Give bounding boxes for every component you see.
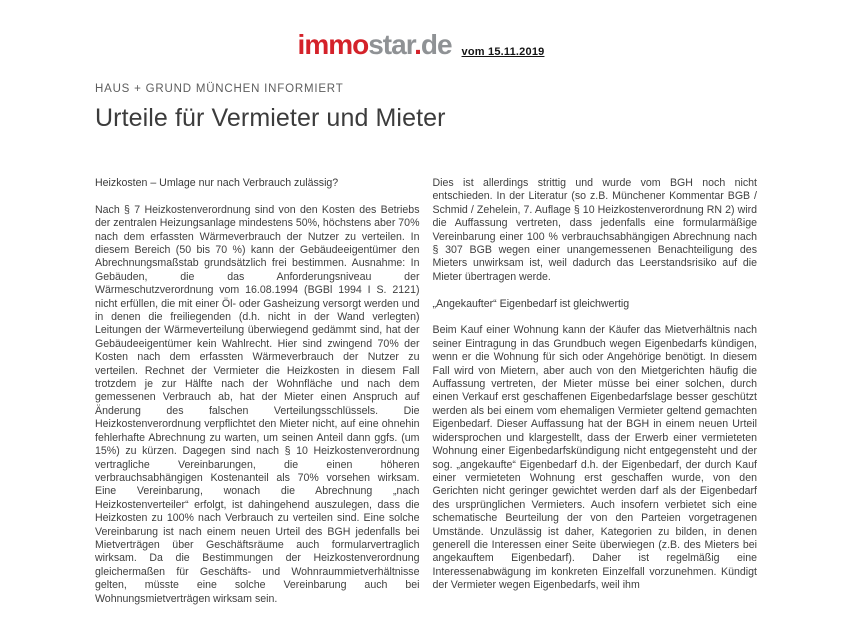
article-title: Urteile für Vermieter und Mieter <box>95 104 446 132</box>
article <box>0 83 842 619</box>
paragraph-heizkosten-fortsetzung: Dies ist allerdings strittig und wurde vom BGH noch nicht entschieden. In der Literatur (so z.B. Münchener Kommentar BGB / Schmid / Zehelein, 7. Auflage § 10 Heizkostenverordnung RN 2) wird die Auffassung vertreten, dass jedenfalls eine formularmäßige Vereinbarung einer 100 % verbrauchsabhängigen Abrechnung nach § 307 BGB wegen einer unangemessenen Benachteiligung des Mieters unwirksam ist, weil dadurch das Leerstandsrisiko auf die Mieter übertragen werde. <box>432 177 757 283</box>
logo-part-immo: immo <box>297 29 369 60</box>
logo-dot: . <box>414 29 421 60</box>
publication-date: vom 15.11.2019 <box>461 46 545 58</box>
article-column-left <box>95 177 420 619</box>
paragraph-heizkosten: Nach § 7 Heizkostenverordnung sind von den Kosten des Betriebs der zentralen Heizungsanlage mindestens 50%, höchstens aber 70% nach dem erfassten Wärmeverbrauch der Nutzer zu verteilen. In diesem Bereich (50 bis 70 %) kann der Gebäudeeigentümer den Abrechnungsmaßstab grundsätzlich frei bestimmen. Ausnahme: In Gebäuden, die das Anforderungsniveau der Wärmeschutzverordnung vom 16.08.1994 (BGBl 1994 I S. 2121) nicht erfüllen, die mit einer Öl- oder Gasheizung versorgt werden und in denen die freiliegenden (d.h. nicht in der Wand verlegten) Leitungen der Wärmeverteilung überwiegend gedämmt sind, hat der Gebäudeeigentümer kein Wahlrecht. Hier sind zwingend 70% der Kosten nach dem erfassten Wärmeverbrauch der Nutzer zu verteilen. Rechnet der Vermieter die Heizkosten in diesem Fall trotzdem je zur Hälfte nach der Wohnfläche und nach dem gemessenen Verbrauch ab, hat der Mieter einen Anspruch auf Änderung des falschen Verteilungsschlüssels. Die Heizkostenverordnung verpflichtet den Mieter nicht, auf eine ohnehin fehlerhafte Abrechnung zu warten, um seinen Anteil dann ggfs. (um 15%) zu kürzen. Dagegen sind nach § 10 Heizkostenverordnung vertragliche Vereinbarungen, die einen höheren verbrauchsabhängigen Kostenanteil als 70% vorsehen wirksam. Eine Vereinbarung, wonach die Abrechnung „nach Heizkostenverteiler“ erfolgt, ist dahingehend auszulegen, dass die Heizkosten zu 100% nach Verbrauch zu verteilen sind. Eine solche Vereinbarung ist nach einem neuen Urteil des BGH jedenfalls bei Mietverträgen über Geschäftsräume auch formularvertraglich wirksam. Da die Bestimmungen der Heizkostenverordnung gleichermaßen für Geschäfts- und Wohnraummietverhältnisse gelten, müsste eine solche Vereinbarung auch bei Wohnungsmietverträgen wirksam sein. <box>95 203 420 605</box>
paragraph-eigenbedarf: Beim Kauf einer Wohnung kann der Käufer das Mietverhältnis nach seiner Eintragung in das Grundbuch wegen Eigenbedarfs kündigen, wenn er die Wohnung für sich oder Angehörige benötigt. In diesem Fall wird von Mietern, aber auch von den Mietgerichten häufig die Auffassung vertreten, der Mieter müsse bei einer solchen, durch einen Verkauf erst geschaffenen Eigenbedarfslage besser geschützt werden als bei einem vom ehemaligen Vermieter geltend gemachten Eigenbedarf. Dieser Auffassung hat der BGH in einem neuen Urteil widersprochen und klargestellt, dass der Erwerb einer vermieteten Wohnung einer Eigenbedarfskündigung nicht entgegensteht und der sog. „angekaufte“ Eigenbedarf d.h. der Eigenbedarf, der durch Kauf einer vermieteten Wohnung erst geschaffen wurde, von den Gerichten nicht geringer gewichtet werden darf als der Eigenbedarf des ursprünglichen Vermieters. Auch insofern verbietet sich eine schematische Beurteilung der von den Parteien vorgetragenen Umstände. Unzulässig ist daher, Kategorien zu bilden, in denen generell die Interessen einer Seite überwiegen (z.B. des Mieters bei angekauftem Eigenbedarf). Daher ist regelmäßig eine Interessenabwägung im konkreten Einzelfall vorzunehmen. Kündigt der Vermieter wegen Eigenbedarfs, weil ihm <box>432 324 757 592</box>
section-heading-heizkosten: Heizkosten – Umlage nur nach Verbrauch zulässig? <box>95 177 339 189</box>
immostar-logo <box>298 31 452 59</box>
article-column-right <box>433 177 758 619</box>
logo-part-star: star <box>368 29 415 60</box>
article-kicker: HAUS + GRUND MÜNCHEN INFORMIERT <box>95 83 344 95</box>
logo-part-de: de <box>420 29 452 60</box>
article-columns <box>95 177 757 619</box>
section-heading-eigenbedarf: „Angekaufter“ Eigenbedarf ist gleichwertig <box>432 297 630 310</box>
masthead <box>0 0 842 59</box>
